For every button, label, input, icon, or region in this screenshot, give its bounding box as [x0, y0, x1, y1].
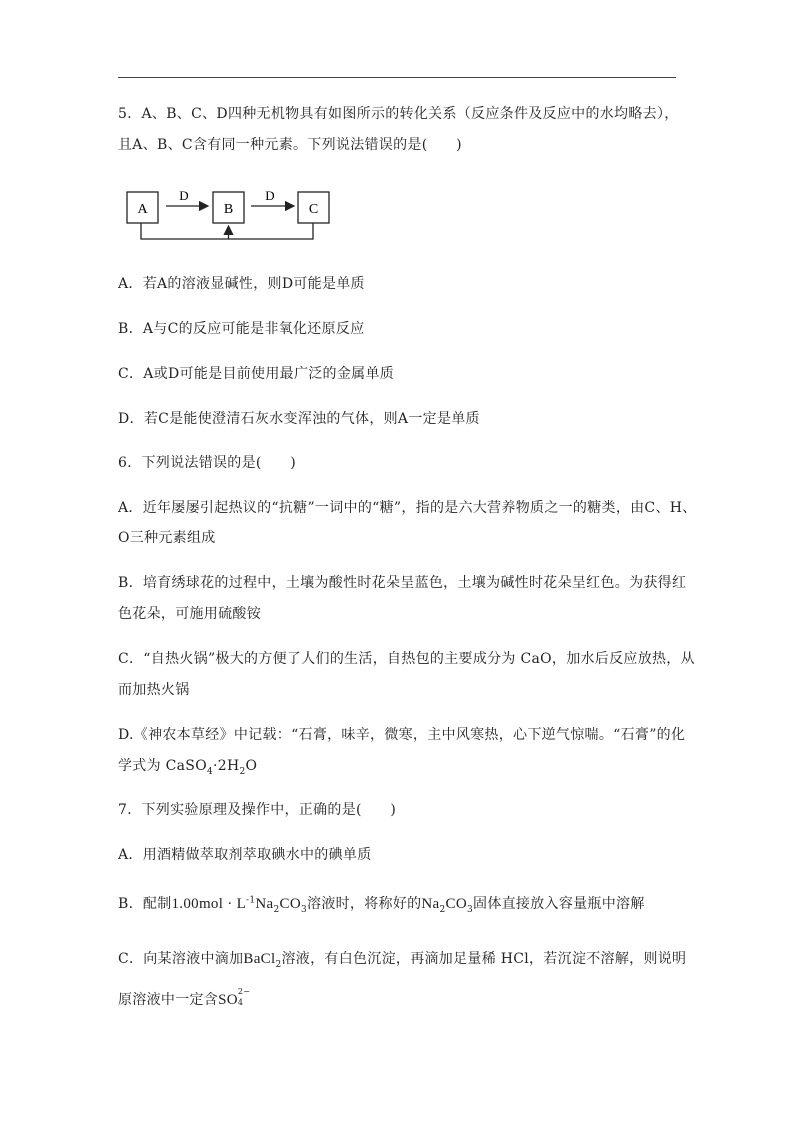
- q7-option-c-line1: [118, 949, 686, 969]
- q6-option-d-line1: D.《神农本草经》中记载：“石膏，味辛，微寒，主中风寒热，心下逆气惊喘。“石膏”的化: [118, 727, 686, 743]
- q7-b-chem3: CO: [279, 896, 301, 912]
- q7-c2-sub: 4: [237, 998, 244, 1007]
- q6-option-a-line2: O三种元素组成: [118, 530, 216, 546]
- q7-b-pre: B．配制: [118, 896, 172, 912]
- q6-option-c-line2: 而加热火锅: [118, 682, 190, 698]
- q5-option-b: B．A与C的反应可能是非氧化还原反应: [118, 321, 365, 337]
- q7-b-sub4: 3: [466, 904, 474, 915]
- q6-option-c-line1: C．“自热火锅”极大的方便了人们的生活，自热包的主要成分为 CaO，加水后反应放热，从: [118, 651, 695, 667]
- q7-stem: 7．下列实验原理及操作中，正确的是( ): [118, 802, 397, 818]
- header-rule: [118, 77, 676, 78]
- q5-stem-line1: 5．A、B、C、D四种无机物具有如图所示的转化关系（反应条件及反应中的水均略去），: [118, 106, 679, 122]
- q6-d2-end: O: [245, 758, 258, 774]
- q7-b-mid: 溶液时，将称好的: [307, 896, 422, 912]
- q7-b-chem5: CO: [445, 896, 467, 912]
- q5-option-a: A．若A的溶液显碱性，则D可能是单质: [118, 276, 365, 292]
- q7-c1-sub: 2: [275, 959, 282, 970]
- q7-c2-sup: 2−: [237, 987, 251, 996]
- q5-option-c: C．A或D可能是目前使用最广泛的金属单质: [118, 366, 395, 382]
- q7-b-sub3: 2: [439, 904, 446, 915]
- q6-option-b-line2: 色花朵，可施用硫酸铵: [118, 606, 261, 622]
- q7-option-c-line2: [118, 987, 251, 1010]
- box-b-label: B: [223, 202, 234, 217]
- q6-option-a-line1: A．近年屡屡引起热议的“抗糖”一词中的“糖”，指的是六大营养物质之一的糖类，由C、H、: [118, 500, 697, 516]
- q6-d2-sub2: 2: [239, 766, 246, 777]
- q7-c2-chem: SO: [218, 992, 238, 1008]
- feedback-line: [141, 223, 313, 239]
- q5-conversion-diagram: [124, 182, 344, 244]
- q6-stem: 6．下列说法错误的是( ): [118, 455, 297, 471]
- box-a-label: A: [137, 202, 148, 217]
- q7-b-chem2: Na: [255, 896, 274, 912]
- q7-b-chem4: Na: [421, 896, 440, 912]
- q7-b-sub2: 3: [300, 904, 308, 915]
- q7-b-sup1: -1: [246, 895, 256, 906]
- q7-c1-chem: BaCl: [243, 951, 276, 967]
- q7-c1-pre: C．向某溶液中滴加: [118, 951, 244, 967]
- q5-option-d: D．若C是能使澄清石灰水变浑浊的气体，则A一定是单质: [118, 411, 480, 427]
- q6-d2-post: ·2H: [213, 758, 240, 774]
- q6-d2-text: 学式为 CaSO: [118, 758, 207, 774]
- q6-option-d-line2: [118, 756, 257, 776]
- q7-option-a: A．用酒精做萃取剂萃取碘水中的碘单质: [118, 847, 372, 863]
- q7-option-b: [118, 894, 645, 914]
- box-c-label: C: [308, 202, 319, 217]
- q7-b-sub1: 2: [273, 904, 280, 915]
- q7-b-end: 固体直接放入容量瓶中溶解: [473, 896, 645, 912]
- q6-d2-sub: 4: [206, 766, 214, 777]
- arrow-a-b-label: D: [179, 188, 189, 203]
- q7-b-chem1: 1.00mol · L: [171, 896, 247, 912]
- q5-stem-line2: 且A、B、C含有同一种元素。下列说法错误的是( ): [118, 137, 462, 153]
- q7-c2-pre: 原溶液中一定含: [118, 992, 219, 1008]
- q7-c1-post: 溶液，有白色沉淀，再滴加足量稀 HCl，若沉淀不溶解，则说明: [281, 951, 687, 967]
- q7-c2-ion-charge: [237, 987, 251, 1007]
- q6-option-b-line1: B．培育绣球花的过程中，土壤为酸性时花朵呈蓝色，土壤为碱性时花朵呈红色。为获得红: [118, 575, 687, 591]
- arrow-b-c-label: D: [265, 188, 275, 203]
